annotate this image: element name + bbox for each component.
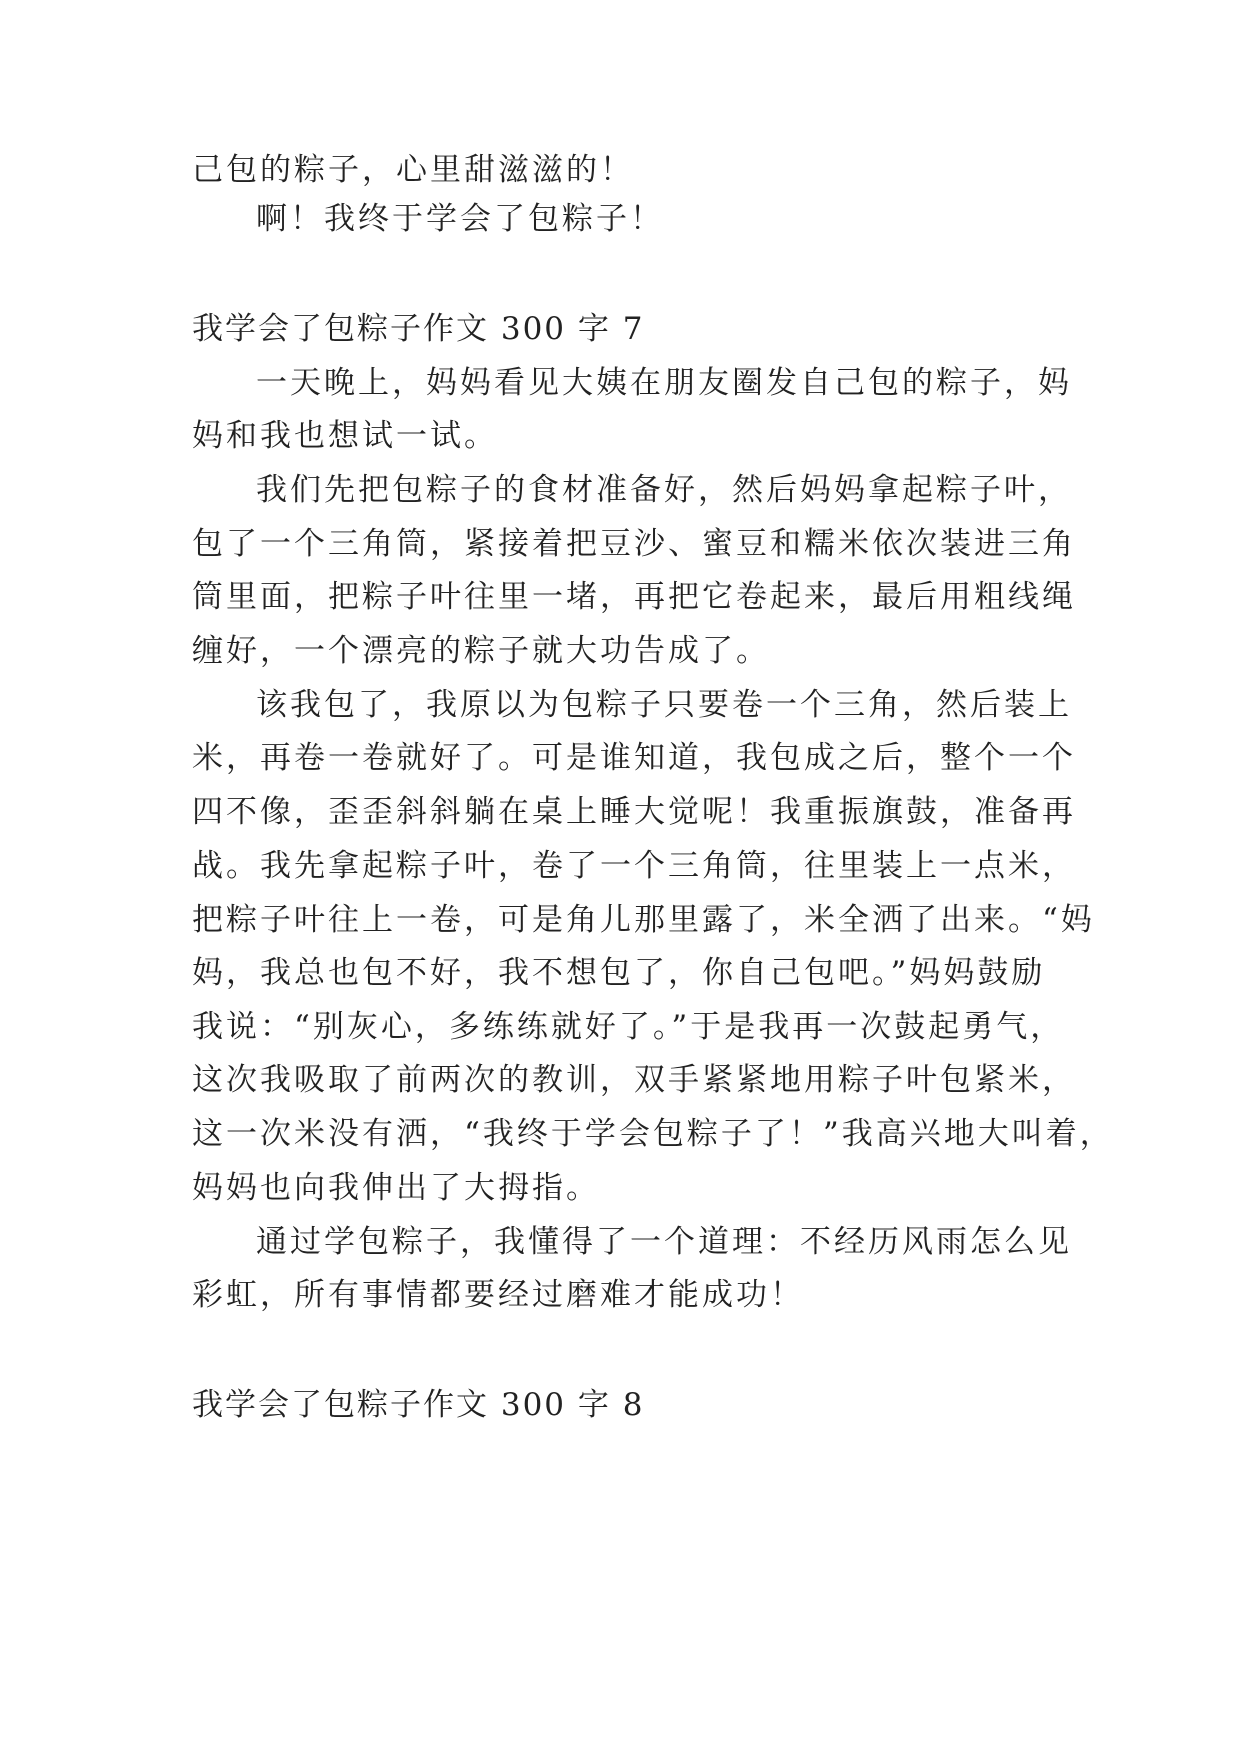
paragraph-line: 筒里面，把粽子叶往里一堵，再把它卷起来，最后用粗线绳 [192,579,1076,615]
paragraph-line: 米，再卷一卷就好了。可是谁知道，我包成之后，整个一个 [192,740,1076,776]
paragraph-line: 该我包了，我原以为包粽子只要卷一个三角，然后装上 [256,687,1072,723]
paragraph-line: 这次我吸取了前两次的教训，双手紧紧地用粽子叶包紧米， [192,1062,1076,1098]
paragraph-line: 战。我先拿起粽子叶，卷了一个三角筒，往里装上一点米， [192,848,1076,884]
paragraph-line: 我们先把包粽子的食材准备好，然后妈妈拿起粽子叶， [256,472,1072,508]
paragraph-line: 妈，我总也包不好，我不想包了，你自己包吧。”妈妈鼓励 [192,955,1046,991]
section-title-8: 我学会了包粽子作文 300 字 8 [192,1387,645,1423]
paragraph-line: 四不像，歪歪斜斜躺在桌上睡大觉呢！我重振旗鼓，准备再 [192,794,1076,830]
paragraph-line: 把粽子叶往上一卷，可是角儿那里露了，米全洒了出来。“妈 [192,902,1095,938]
paragraph-line: 一天晚上，妈妈看见大姨在朋友圈发自己包的粽子，妈 [256,365,1072,401]
paragraph-line: 缠好，一个漂亮的粽子就大功告成了。 [192,633,770,669]
paragraph-line: 这一次米没有洒，“我终于学会包粽子了！”我高兴地大叫着， [192,1116,1114,1152]
paragraph-line: 通过学包粽子，我懂得了一个道理：不经历风雨怎么见 [256,1224,1072,1260]
paragraph-line: 彩虹，所有事情都要经过磨难才能成功！ [192,1277,804,1313]
paragraph-line: 妈和我也想试一试。 [192,418,498,454]
paragraph-line: 妈妈也向我伸出了大拇指。 [192,1170,600,1206]
paragraph-line: 啊！我终于学会了包粽子！ [256,201,664,237]
paragraph-line: 包了一个三角筒，紧接着把豆沙、蜜豆和糯米依次装进三角 [192,526,1076,562]
paragraph-line: 己包的粽子，心里甜滋滋的！ [192,152,634,188]
section-title-7: 我学会了包粽子作文 300 字 7 [192,311,645,347]
paragraph-line: 我说：“别灰心，多练练就好了。”于是我再一次鼓起勇气， [192,1009,1065,1045]
